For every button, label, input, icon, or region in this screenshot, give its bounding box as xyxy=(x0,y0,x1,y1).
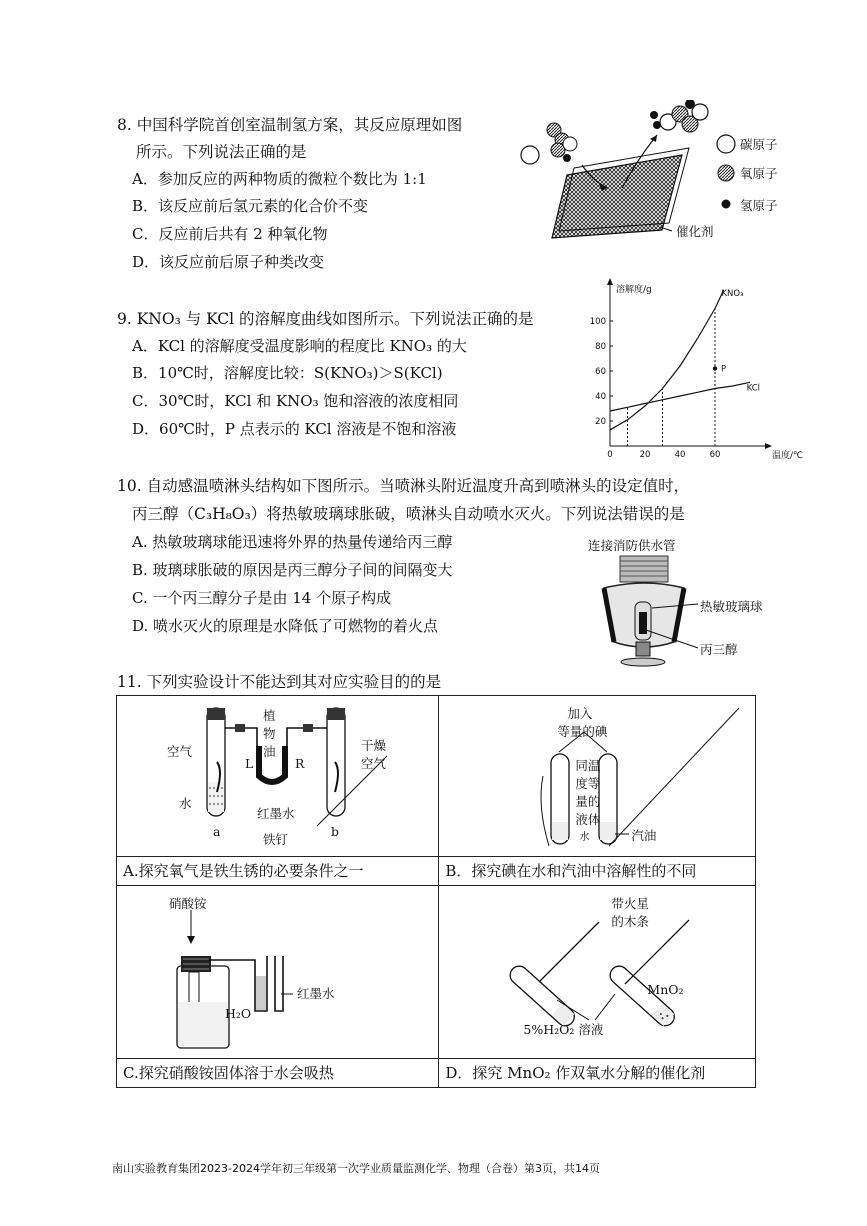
q9-option-c: C．30℃时，KCl 和 KNO₃ 饱和溶液的浓度相同 xyxy=(132,392,459,410)
x-axis-label: 温度/℃ xyxy=(772,451,804,461)
b-petrol-label: 汽油 xyxy=(631,828,657,843)
cell-d-caption: D．探究 MnO₂ 作双氧水分解的催化剂 xyxy=(439,1059,756,1088)
x-axis-arrow xyxy=(765,443,772,449)
cell-a-caption: A.探究氧气是铁生锈的必要条件之一 xyxy=(117,857,439,886)
series-line-1 xyxy=(610,382,750,411)
q9-option-d: D．60℃时，P 点表示的 KCl 溶液是不饱和溶液 xyxy=(132,420,457,438)
y-axis-label: 溶解度/g xyxy=(616,285,652,295)
oxygen-atom-icon xyxy=(718,165,734,181)
q9-option-b: B．10℃时，溶解度比较：S(KNO₃)＞S(KCl) xyxy=(132,364,443,382)
a-tube-b-label: b xyxy=(331,824,340,839)
b-same4-label: 液体 xyxy=(575,812,601,827)
sprinkler-pipe-label: 连接消防供水管 xyxy=(588,538,676,553)
legend-hydrogen: 氢原子 xyxy=(740,198,778,213)
catalyst-plate xyxy=(552,148,689,238)
y-tick-label: 40 xyxy=(595,392,606,402)
cell-d-figure xyxy=(439,886,756,1059)
catalyst-label: 催化剂 xyxy=(676,224,714,239)
a-R-label: R xyxy=(295,756,305,771)
cell-b-figure xyxy=(439,696,756,857)
experiment-table xyxy=(116,695,756,1088)
q10-stem-line2: 丙三醇（C₃H₈O₃）将热敏玻璃球胀破，喷淋头自动喷水灭火。下列说法错误的是 xyxy=(132,505,685,523)
a-dry2-label: 空气 xyxy=(361,756,387,771)
q10-option-c: C. 一个丙三醇分子是由 14 个原子构成 xyxy=(132,589,392,607)
x-tick-label: 60 xyxy=(709,450,721,460)
c-redink-label: 红墨水 xyxy=(297,986,335,1001)
carbon-atom-icon xyxy=(717,135,735,153)
a-veg2-label: 物 xyxy=(263,726,276,741)
cell-c-figure xyxy=(117,886,439,1059)
point-p-label: P xyxy=(721,364,727,375)
q8-stem-line1: 8. 中国科学院首创室温制氢方案，其反应原理如图 xyxy=(117,116,463,134)
a-veg-label: 植 xyxy=(263,708,276,723)
x-tick-label: 0 xyxy=(607,450,613,460)
q8-stem-line2: 所示。下列说法正确的是 xyxy=(136,143,307,161)
a-tube-a-label: a xyxy=(213,824,221,839)
ammonium-nitrate-apparatus xyxy=(117,886,439,1058)
legend-carbon: 碳原子 xyxy=(740,137,778,152)
q9-option-a: A．KCl 的溶解度受温度影响的程度比 KNO₃ 的大 xyxy=(132,337,467,355)
y-axis-arrow xyxy=(607,278,613,285)
b-iodine-label: 等量的碘 xyxy=(557,724,608,739)
b-same2-label: 度等 xyxy=(575,776,601,791)
glycerol-label: 丙三醇 xyxy=(700,642,738,657)
sprinkler-diagram xyxy=(590,552,700,677)
b-add-label: 加入 xyxy=(567,706,593,721)
q10-option-d: D. 喷水灭火的原理是水降低了可燃物的着火点 xyxy=(132,617,439,635)
molecule-reactant-left xyxy=(521,123,577,164)
d-spark1-label: 带火星 xyxy=(611,896,649,911)
q8-option-c: C．反应前后共有 2 种氧化物 xyxy=(132,225,328,243)
q8-option-b: B．该反应前后氢元素的化合价不变 xyxy=(132,197,369,215)
q10-stem-line1: 10. 自动感温喷淋头结构如下图所示。当喷淋头附近温度升高到喷淋头的设定值时， xyxy=(117,477,690,495)
y-tick-label: 20 xyxy=(595,417,606,427)
cell-c-caption: C.探究硝酸铵固体溶于水会吸热 xyxy=(117,1059,439,1088)
b-same3-label: 量的 xyxy=(575,794,601,809)
b-water-label: 水 xyxy=(579,832,590,843)
molecule-products xyxy=(650,100,708,132)
x-tick-label: 20 xyxy=(639,450,651,460)
a-L-label: L xyxy=(245,756,254,771)
a-air-label: 空气 xyxy=(167,744,193,759)
hydrogen-atom-icon xyxy=(722,200,731,209)
q9-stem: 9. KNO₃ 与 KCl 的溶解度曲线如图所示。下列说法正确的是 xyxy=(117,310,534,328)
d-h2o2-label: 5%H₂O₂ 溶液 xyxy=(523,1022,604,1037)
cell-a-figure xyxy=(117,696,439,857)
a-redink-label: 红墨水 xyxy=(257,806,295,821)
q8-option-a: A．参加反应的两种物质的微粒个数比为 1:1 xyxy=(132,170,427,188)
series-label-kno3: KNO₃ xyxy=(721,289,744,299)
a-dry1-label: 干燥 xyxy=(361,738,387,753)
d-spark2-label: 的木条 xyxy=(611,914,649,929)
y-tick-label: 60 xyxy=(595,367,606,377)
q10-option-b: B. 玻璃球胀破的原因是丙三醇分子间的间隔变大 xyxy=(132,561,453,579)
c-h2o-label: H₂O xyxy=(225,1006,252,1021)
q11-stem: 11. 下列实验设计不能达到其对应实验目的的是 xyxy=(117,673,442,691)
page-footer: 南山实验教育集团2023-2024学年初三年级第一次学业质量监测化学、物理（合卷）第3页，共14页 xyxy=(112,1162,600,1175)
glass-bulb-label: 热敏玻璃球 xyxy=(700,599,763,614)
y-tick-label: 100 xyxy=(589,317,606,327)
a-oil-label: 油 xyxy=(263,744,276,759)
a-water-label: 水 xyxy=(179,796,192,811)
legend-oxygen: 氧原子 xyxy=(740,166,778,181)
q10-option-a: A. 热敏玻璃球能迅速将外界的热量传递给丙三醇 xyxy=(132,533,453,551)
x-tick-label: 40 xyxy=(674,450,686,460)
c-nh4no3-label: 硝酸铵 xyxy=(169,896,207,911)
y-tick-label: 80 xyxy=(595,342,606,352)
solubility-chart xyxy=(580,278,805,468)
a-nail-label: 铁钉 xyxy=(263,832,289,847)
cell-b-caption: B．探究碘在水和汽油中溶解性的不同 xyxy=(439,857,756,886)
b-same1-label: 同温 xyxy=(575,758,601,773)
d-mno2-label: MnO₂ xyxy=(647,982,684,997)
series-label-kcl: KCl xyxy=(746,383,760,394)
q8-option-d: D．该反应前后原子种类改变 xyxy=(132,253,325,271)
point-p xyxy=(713,366,717,370)
